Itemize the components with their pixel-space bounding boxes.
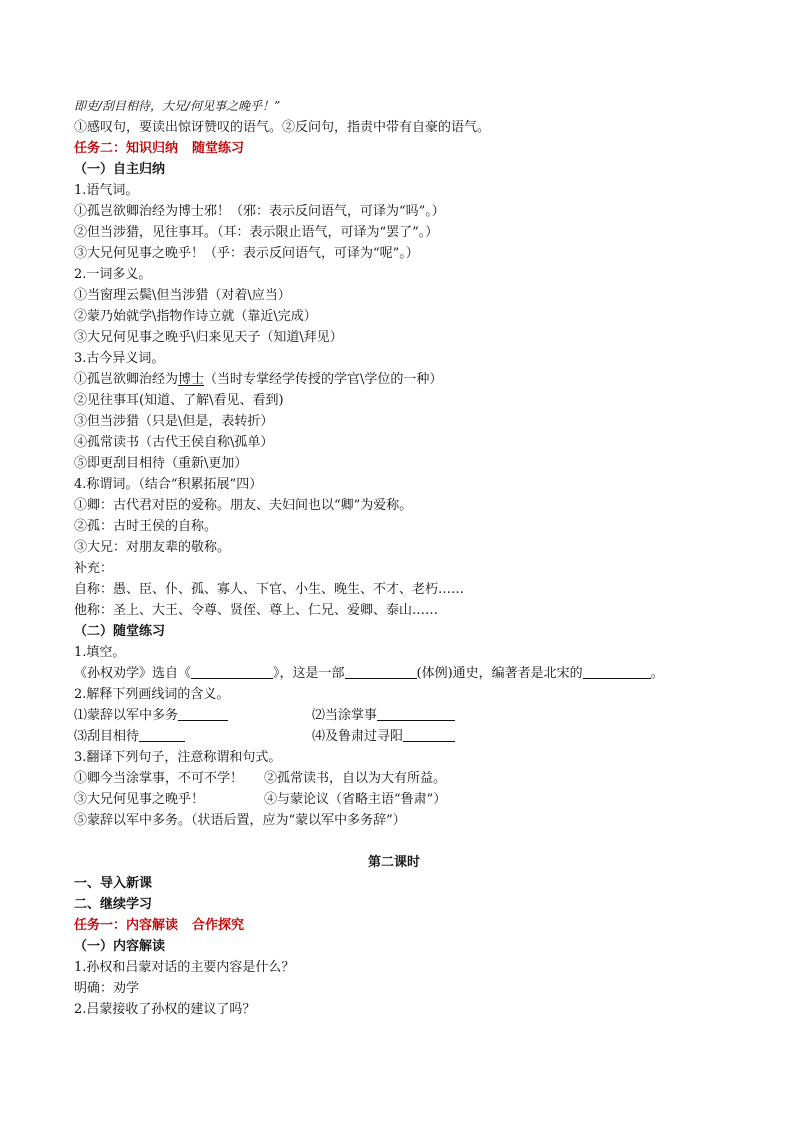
text-line: ④孤常读书（古代王侯自称\孤单） (74, 435, 274, 450)
exercise-row: ⑴蒙辞以军中多务 ⑵当涂掌事 (74, 705, 714, 726)
subsection-heading: （一）自主归纳 (74, 162, 166, 177)
text-line: ⑤蒙辞以军中多务。（状语后置，应为“蒙以军中多务辞”） (74, 813, 406, 828)
text-line: ②孤：古时王侯的自称。 (74, 519, 218, 534)
section-heading: 二、继续学习 (74, 897, 153, 912)
exercise-row: ①卿今当涂掌事，不可不学！ ②孤常读书，自以为大有所益。 (74, 771, 447, 786)
text-line: 2.吕蒙接收了孙权的建议了吗？ (74, 1002, 256, 1017)
subsection-heading: （一）内容解读 (74, 939, 166, 954)
text-line: ①孤岂欲卿治经为博士邪！（邪：表示反问语气，可译为“吗”。） (74, 204, 445, 219)
text-line: ①感叹句，要读出惊讶赞叹的语气。②反问句，指责中带有自豪的语气。 (74, 120, 491, 135)
answer-blank[interactable] (377, 706, 455, 721)
section-heading: 任务二：知识归纳 随堂练习 (74, 141, 245, 156)
text-line: 补充： (74, 561, 114, 576)
answer-blank[interactable] (178, 706, 228, 721)
exercise-row: ⑶刮目相待 ⑷及鲁肃过寻阳 (74, 726, 714, 747)
answer-blank[interactable] (191, 664, 273, 679)
answer-blank[interactable] (139, 727, 185, 742)
text-line: ③大兄：对朋友辈的敬称。 (74, 540, 231, 555)
document-page (74, 96, 714, 1020)
text-line: 1.语气词。 (74, 183, 139, 198)
text-line: 即吏/刮目相待，大兄/何见事之晚乎！” (74, 99, 281, 113)
text-line: ⑤即更刮目相待（重新\更加） (74, 456, 248, 471)
lesson-title: 第二课时 (367, 855, 420, 870)
text-line: ①当窗理云鬓\但当涉猎（对着\应当） (74, 288, 291, 303)
text-line: 2.一词多义。 (74, 267, 152, 282)
exercise-row: ③大兄何见事之晚乎！ ④与蒙论议（省略主语“鲁肃”） (74, 792, 447, 807)
answer-blank[interactable] (583, 664, 651, 679)
text-line: ②但当涉猎，见往事耳。（耳：表示限止语气，可译为“罢了”。） (74, 225, 439, 240)
fill-in-line: 《孙权劝学》选自《 》，这是一部 (体例)通史，编著者是北宋的 。 (74, 666, 664, 681)
text-line: 1.孙权和吕蒙对话的主要内容是什么？ (74, 960, 295, 975)
text-line: 自称：愚、臣、仆、孤、寡人、下官、小生、晚生、不才、老朽…… (74, 582, 465, 597)
text-line: 1.填空。 (74, 645, 126, 660)
answer-blank[interactable] (345, 664, 417, 679)
text-line: 他称：圣上、大王、令尊、贤侄、尊上、仁兄、爱卿、泰山…… (74, 603, 439, 618)
text-line: ①卿：古代君对臣的爱称。朋友、夫妇间也以“卿”为爱称。 (74, 498, 413, 513)
task-heading: 任务一：内容解读 合作探究 (74, 918, 245, 933)
text-line: ③但当涉猎（只是\但是，表转折） (74, 414, 274, 429)
text-line: 3.古今异义词。 (74, 351, 165, 366)
subsection-heading: （二）随堂练习 (74, 624, 166, 639)
text-line: ②蒙乃始就学\指物作诗立就（靠近\完成） (74, 309, 317, 324)
text-line: ①孤岂欲卿治经为博士（当时专掌经学传授的学官\学位的一种） (74, 372, 443, 387)
text-line: 4.称谓词。（结合“积累拓展”四） (74, 477, 263, 492)
text-line: 3.翻译下列句子，注意称谓和句式。 (74, 750, 282, 765)
text-line: ③大兄何见事之晚乎！（乎：表示反问语气，可译为“呢”。） (74, 246, 419, 261)
text-line: ②见往事耳(知道、了解\看见、看到) (74, 393, 284, 408)
text-line: 明确：劝学 (74, 981, 140, 996)
text-line: ③大兄何见事之晚乎\归来见天子（知道\拜见） (74, 330, 343, 345)
answer-blank[interactable] (403, 727, 455, 742)
text-line: 2.解释下列画线词的含义。 (74, 687, 230, 702)
section-heading: 一、导入新课 (74, 876, 153, 891)
underlined-word: 博士 (178, 372, 205, 387)
